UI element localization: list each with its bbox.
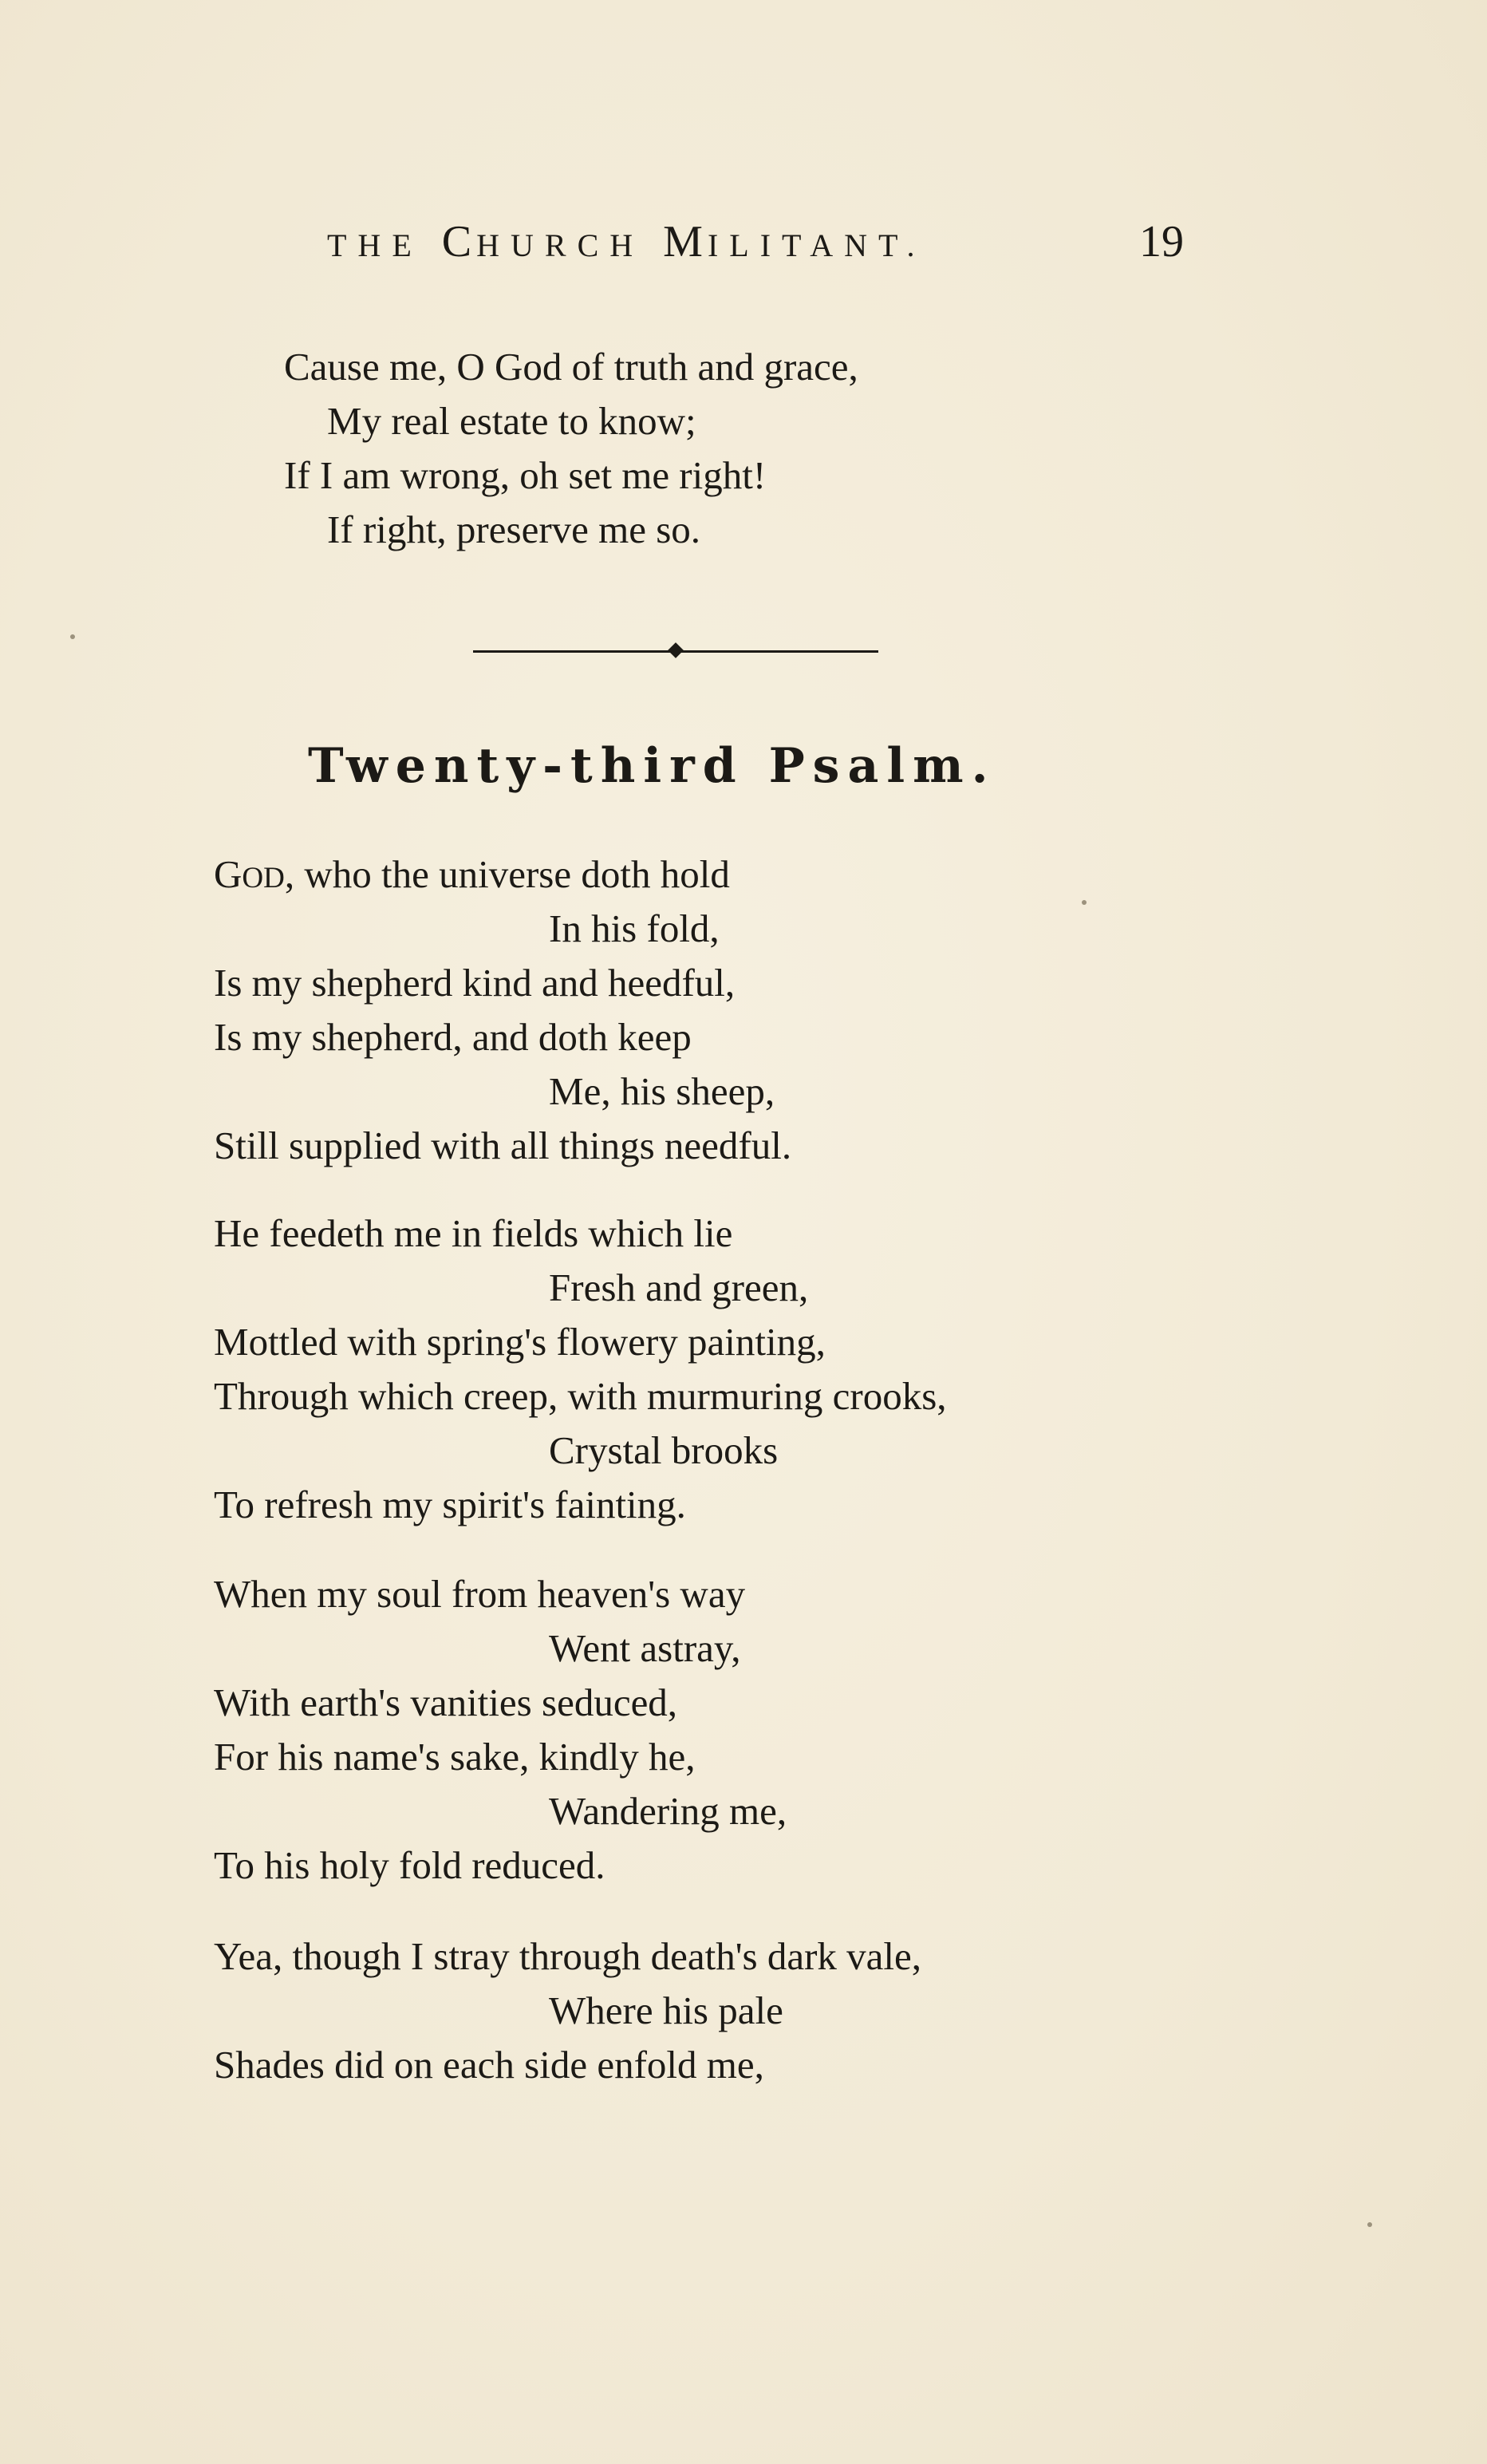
verse-line: Shades did on each side enfold me, bbox=[214, 2043, 764, 2087]
psalm-stanza-2 bbox=[214, 1206, 947, 1532]
section-title: Twenty-third Psalm. bbox=[308, 738, 996, 794]
verse-line: He feedeth me in fields which lie bbox=[214, 1211, 733, 1255]
opening-stanza bbox=[284, 340, 858, 557]
verse-line: With earth's vanities seduced, bbox=[214, 1680, 678, 1724]
verse-line: Went astray, bbox=[549, 1626, 741, 1670]
verse-line: Still supplied with all things needful. bbox=[214, 1123, 792, 1167]
verse-line: Fresh and green, bbox=[549, 1266, 809, 1309]
verse-line: When my soul from heaven's way bbox=[214, 1572, 746, 1616]
verse-line: For his name's sake, kindly he, bbox=[214, 1735, 696, 1779]
verse-line: To refresh my spirit's fainting. bbox=[214, 1483, 686, 1526]
verse-line: Through which creep, with murmuring crooks, bbox=[214, 1374, 947, 1418]
verse-line: To his holy fold reduced. bbox=[214, 1843, 605, 1887]
running-head-hurch: HURCH bbox=[476, 227, 664, 263]
psalm-stanza-4 bbox=[214, 1929, 921, 2092]
drop-cap-word-first-letter: G bbox=[214, 852, 243, 896]
verse-line: My real estate to know; bbox=[327, 399, 696, 443]
first-line-rest: , who the universe doth hold bbox=[284, 852, 730, 896]
paper-speck bbox=[70, 634, 75, 639]
verse-line: Is my shepherd, and doth keep bbox=[214, 1015, 692, 1059]
verse-line: Where his pale bbox=[549, 1988, 783, 2032]
verse-line: Yea, though I stray through death's dark vale, bbox=[214, 1934, 922, 1978]
verse-line: If I am wrong, oh set me right! bbox=[284, 453, 767, 497]
verse-line: If right, preserve me so. bbox=[327, 507, 701, 551]
running-head bbox=[327, 217, 926, 267]
paper-speck bbox=[1082, 900, 1087, 905]
verse-line: Wandering me, bbox=[549, 1789, 787, 1833]
running-head-c: C bbox=[441, 217, 477, 267]
verse-line: Cause me, O God of truth and grace, bbox=[284, 345, 858, 389]
verse-line: Crystal brooks bbox=[549, 1428, 779, 1472]
verse-line: Is my shepherd kind and heedful, bbox=[214, 961, 736, 1005]
running-head-the: THE bbox=[327, 227, 442, 263]
small-caps-word-rest: OD bbox=[242, 862, 285, 894]
running-head-m: M bbox=[663, 217, 708, 267]
psalm-stanza-3 bbox=[214, 1567, 787, 1893]
paper-speck bbox=[1367, 2222, 1372, 2227]
verse-line: Mottled with spring's flowery painting, bbox=[214, 1320, 826, 1364]
verse-line: Me, his sheep, bbox=[549, 1069, 775, 1113]
verse-line: In his fold, bbox=[549, 906, 720, 950]
page-number: 19 bbox=[1139, 217, 1184, 267]
running-head-ilitant: ILITANT. bbox=[707, 227, 926, 263]
verse-line bbox=[214, 847, 791, 902]
psalm-stanza-1 bbox=[214, 847, 791, 1173]
